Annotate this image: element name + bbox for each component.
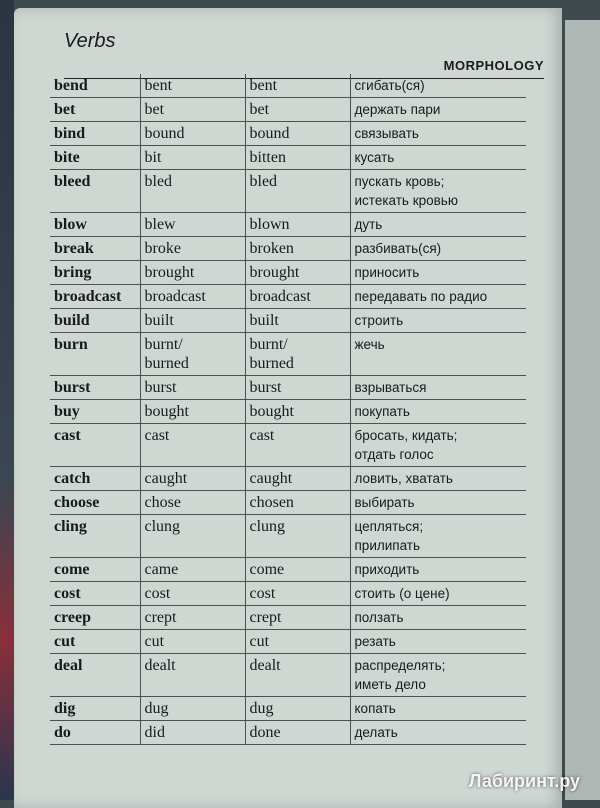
verb-translation: передавать по радио (350, 285, 526, 309)
book-spine-edge (0, 0, 14, 800)
verb-past-participle: bled (245, 170, 350, 213)
verb-past-participle: cast (245, 424, 350, 467)
verb-base-form: do (50, 721, 140, 745)
verb-past-participle: clung (245, 515, 350, 558)
verb-past-simple: crept (140, 606, 245, 630)
verb-translation: приходить (350, 558, 526, 582)
verb-translation: дуть (350, 213, 526, 237)
verb-base-form: bite (50, 146, 140, 170)
table-row (50, 721, 526, 745)
table-row (50, 467, 526, 491)
table-row (50, 146, 526, 170)
table-row (50, 491, 526, 515)
verb-past-simple: bit (140, 146, 245, 170)
verb-past-simple: brought (140, 261, 245, 285)
table-row (50, 697, 526, 721)
verb-base-form: creep (50, 606, 140, 630)
verb-past-participle: bent (245, 74, 350, 98)
verb-past-participle: burnt/ burned (245, 333, 350, 376)
verb-past-participle: bound (245, 122, 350, 146)
chapter-header: MORPHOLOGY (443, 58, 544, 73)
verb-base-form: catch (50, 467, 140, 491)
verb-translation: выбирать (350, 491, 526, 515)
verb-past-participle: bought (245, 400, 350, 424)
table-row (50, 630, 526, 654)
table-row (50, 237, 526, 261)
verb-translation: держать пари (350, 98, 526, 122)
table-row (50, 213, 526, 237)
verb-past-simple: chose (140, 491, 245, 515)
verb-translation: жечь (350, 333, 526, 376)
verb-past-simple: came (140, 558, 245, 582)
verb-translation: покупать (350, 400, 526, 424)
table-row (50, 170, 526, 213)
table-row (50, 98, 526, 122)
section-header: Verbs (64, 30, 116, 52)
verb-base-form: cast (50, 424, 140, 467)
table-row (50, 74, 526, 98)
table-row (50, 285, 526, 309)
verb-past-participle: broadcast (245, 285, 350, 309)
verb-base-form: choose (50, 491, 140, 515)
verb-past-simple: blew (140, 213, 245, 237)
verb-base-form: build (50, 309, 140, 333)
verb-past-simple: bent (140, 74, 245, 98)
verb-past-simple: clung (140, 515, 245, 558)
verb-base-form: buy (50, 400, 140, 424)
verb-past-simple: cast (140, 424, 245, 467)
verb-base-form: bring (50, 261, 140, 285)
verb-base-form: cut (50, 630, 140, 654)
verb-translation: копать (350, 697, 526, 721)
verb-base-form: blow (50, 213, 140, 237)
table-row (50, 654, 526, 697)
verb-translation: разбивать(ся) (350, 237, 526, 261)
verb-past-participle: burst (245, 376, 350, 400)
verb-base-form: bind (50, 122, 140, 146)
verb-translation: сгибать(ся) (350, 74, 526, 98)
verb-past-participle: bet (245, 98, 350, 122)
verb-past-simple: cost (140, 582, 245, 606)
table-row (50, 558, 526, 582)
table-row (50, 400, 526, 424)
verb-past-simple: bound (140, 122, 245, 146)
verb-base-form: bend (50, 74, 140, 98)
verb-past-participle: blown (245, 213, 350, 237)
verb-translation: кусать (350, 146, 526, 170)
verb-past-participle: broken (245, 237, 350, 261)
verb-past-simple: built (140, 309, 245, 333)
verb-past-participle: built (245, 309, 350, 333)
verb-past-participle: cost (245, 582, 350, 606)
table-row (50, 376, 526, 400)
verb-past-participle: done (245, 721, 350, 745)
verb-translation: ловить, хватать (350, 467, 526, 491)
table-row (50, 424, 526, 467)
table-row (50, 309, 526, 333)
verb-past-participle: crept (245, 606, 350, 630)
verb-base-form: broadcast (50, 285, 140, 309)
verb-past-participle: come (245, 558, 350, 582)
verb-translation: стоить (о цене) (350, 582, 526, 606)
verb-past-participle: cut (245, 630, 350, 654)
watermark-logo: Лабиринт.ру (468, 771, 580, 791)
table-row (50, 582, 526, 606)
verb-base-form: deal (50, 654, 140, 697)
verb-translation: строить (350, 309, 526, 333)
verb-past-simple: bought (140, 400, 245, 424)
verb-base-form: bleed (50, 170, 140, 213)
verb-past-participle: dug (245, 697, 350, 721)
verb-translation: приносить (350, 261, 526, 285)
verb-translation: распределять; иметь дело (350, 654, 526, 697)
verb-translation: цепляться; прилипать (350, 515, 526, 558)
verb-translation: делать (350, 721, 526, 745)
verb-past-participle: bitten (245, 146, 350, 170)
verb-past-simple: did (140, 721, 245, 745)
verb-past-participle: caught (245, 467, 350, 491)
verb-base-form: come (50, 558, 140, 582)
verb-translation: ползать (350, 606, 526, 630)
verb-past-participle: brought (245, 261, 350, 285)
verb-translation: пускать кровь; истекать кровью (350, 170, 526, 213)
verb-base-form: cling (50, 515, 140, 558)
verb-past-simple: dug (140, 697, 245, 721)
verb-base-form: burn (50, 333, 140, 376)
verb-past-simple: burnt/ burned (140, 333, 245, 376)
facing-page-edge (565, 20, 600, 800)
verb-base-form: cost (50, 582, 140, 606)
table-row (50, 261, 526, 285)
verb-base-form: break (50, 237, 140, 261)
verb-translation: связывать (350, 122, 526, 146)
verb-past-simple: cut (140, 630, 245, 654)
table-row (50, 122, 526, 146)
verb-base-form: bet (50, 98, 140, 122)
verb-past-simple: bet (140, 98, 245, 122)
verb-past-simple: dealt (140, 654, 245, 697)
verb-base-form: dig (50, 697, 140, 721)
verb-past-simple: bled (140, 170, 245, 213)
table-row (50, 333, 526, 376)
verb-base-form: burst (50, 376, 140, 400)
verb-past-participle: dealt (245, 654, 350, 697)
verb-translation: бросать, кидать; отдать голос (350, 424, 526, 467)
verb-past-participle: chosen (245, 491, 350, 515)
verb-past-simple: caught (140, 467, 245, 491)
verb-table-body (50, 74, 526, 745)
verb-translation: взрываться (350, 376, 526, 400)
table-row (50, 606, 526, 630)
irregular-verbs-table (50, 74, 526, 745)
verb-past-simple: broke (140, 237, 245, 261)
verb-past-simple: burst (140, 376, 245, 400)
table-row (50, 515, 526, 558)
verb-translation: резать (350, 630, 526, 654)
verb-past-simple: broadcast (140, 285, 245, 309)
